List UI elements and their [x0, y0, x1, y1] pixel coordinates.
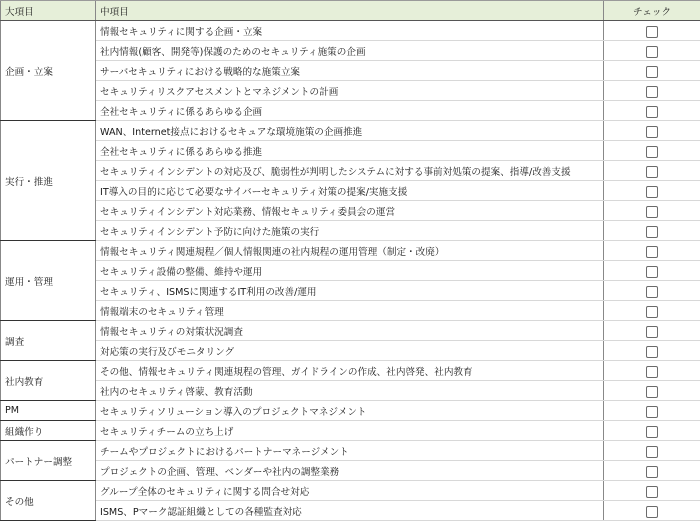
check-cell	[604, 281, 700, 301]
table-row	[1, 21, 700, 41]
category-cell: 企画・立案	[1, 21, 96, 121]
category-cell: 社内教育	[1, 361, 96, 401]
item-cell: セキュリティリスクアセスメントとマネジメントの計画	[96, 81, 604, 101]
table-row	[1, 81, 700, 101]
check-cell	[604, 141, 700, 161]
check-cell	[604, 41, 700, 61]
item-cell: 情報セキュリティに関する企画・立案	[96, 21, 604, 41]
checkbox[interactable]	[646, 226, 658, 238]
table-row	[1, 161, 700, 181]
table-row	[1, 261, 700, 281]
checkbox[interactable]	[646, 26, 658, 38]
table-row	[1, 421, 700, 441]
table-row	[1, 401, 700, 421]
item-cell: 情報セキュリティ関連規程／個人情報関連の社内規程の運用管理（制定・改廃）	[96, 241, 604, 261]
item-cell: 社内情報(顧客、開発等)保護のためのセキュリティ施策の企画	[96, 41, 604, 61]
table-row	[1, 61, 700, 81]
checkbox[interactable]	[646, 486, 658, 498]
table-row	[1, 221, 700, 241]
check-cell	[604, 101, 700, 121]
item-cell: セキュリティ、ISMSに関連するIT利用の改善/運用	[96, 281, 604, 301]
check-cell	[604, 61, 700, 81]
table-row	[1, 281, 700, 301]
check-cell	[604, 241, 700, 261]
item-cell: 全社セキュリティに係るあらゆる企画	[96, 101, 604, 121]
item-cell: 情報セキュリティの対策状況調査	[96, 321, 604, 341]
checkbox[interactable]	[646, 146, 658, 158]
checkbox[interactable]	[646, 46, 658, 58]
check-cell	[604, 221, 700, 241]
table-row	[1, 121, 700, 141]
table-row	[1, 341, 700, 361]
category-cell: パートナー調整	[1, 441, 96, 481]
item-cell: WAN、Internet接点におけるセキュアな環境施策の企画推進	[96, 121, 604, 141]
check-cell	[604, 201, 700, 221]
table-row	[1, 321, 700, 341]
item-cell: 情報端末のセキュリティ管理	[96, 301, 604, 321]
check-cell	[604, 481, 700, 501]
check-cell	[604, 301, 700, 321]
check-cell	[604, 321, 700, 341]
table-row	[1, 141, 700, 161]
checkbox[interactable]	[646, 346, 658, 358]
category-cell: 組織作り	[1, 421, 96, 441]
check-cell	[604, 441, 700, 461]
table-row	[1, 241, 700, 261]
category-cell: PM	[1, 401, 96, 421]
checkbox[interactable]	[646, 286, 658, 298]
checkbox[interactable]	[646, 406, 658, 418]
checkbox[interactable]	[646, 426, 658, 438]
table-row	[1, 441, 700, 461]
table-row	[1, 501, 700, 521]
item-cell: セキュリティインシデント対応業務、情報セキュリティ委員会の運営	[96, 201, 604, 221]
check-cell	[604, 161, 700, 181]
checkbox[interactable]	[646, 326, 658, 338]
item-cell: セキュリティインシデントの対応及び、脆弱性が判明したシステムに対する事前対処策の提案、指導/改善支援	[96, 161, 604, 181]
header-check: チェック	[604, 1, 700, 21]
check-cell	[604, 401, 700, 421]
checkbox[interactable]	[646, 266, 658, 278]
table-row	[1, 481, 700, 501]
item-cell: サーバセキュリティにおける戦略的な施策立案	[96, 61, 604, 81]
table-row	[1, 301, 700, 321]
check-cell	[604, 261, 700, 281]
checkbox[interactable]	[646, 366, 658, 378]
table-row	[1, 41, 700, 61]
check-cell	[604, 181, 700, 201]
checkbox[interactable]	[646, 66, 658, 78]
item-cell: セキュリティインシデント予防に向けた施策の実行	[96, 221, 604, 241]
checkbox[interactable]	[646, 466, 658, 478]
item-cell: セキュリティソリューション導入のプロジェクトマネジメント	[96, 401, 604, 421]
item-cell: グループ全体のセキュリティに関する問合せ対応	[96, 481, 604, 501]
header-item: 中項目	[96, 1, 604, 21]
checkbox[interactable]	[646, 86, 658, 98]
check-cell	[604, 461, 700, 481]
checkbox[interactable]	[646, 386, 658, 398]
table-row	[1, 361, 700, 381]
check-cell	[604, 81, 700, 101]
checkbox[interactable]	[646, 506, 658, 518]
table-row	[1, 181, 700, 201]
item-cell: セキュリティチームの立ち上げ	[96, 421, 604, 441]
check-cell	[604, 361, 700, 381]
check-cell	[604, 381, 700, 401]
item-cell: 全社セキュリティに係るあらゆる推進	[96, 141, 604, 161]
item-cell: プロジェクトの企画、管理、ベンダーや社内の調整業務	[96, 461, 604, 481]
checkbox[interactable]	[646, 206, 658, 218]
item-cell: セキュリティ設備の整備、維持や運用	[96, 261, 604, 281]
checkbox[interactable]	[646, 126, 658, 138]
check-cell	[604, 501, 700, 521]
item-cell: ISMS、Pマーク認証組織としての各種監査対応	[96, 501, 604, 521]
item-cell: 社内のセキュリティ啓蒙、教育活動	[96, 381, 604, 401]
check-cell	[604, 341, 700, 361]
category-cell: その他	[1, 481, 96, 521]
check-cell	[604, 21, 700, 41]
category-cell: 実行・推進	[1, 121, 96, 241]
checkbox[interactable]	[646, 246, 658, 258]
checkbox[interactable]	[646, 306, 658, 318]
category-cell: 運用・管理	[1, 241, 96, 321]
item-cell: IT導入の目的に応じて必要なサイバーセキュリティ対策の提案/実施支援	[96, 181, 604, 201]
check-cell	[604, 421, 700, 441]
checkbox[interactable]	[646, 186, 658, 198]
item-cell: その他、情報セキュリティ関連規程の管理、ガイドラインの作成、社内啓発、社内教育	[96, 361, 604, 381]
table-row	[1, 381, 700, 401]
checklist-body	[1, 21, 700, 521]
table-row	[1, 461, 700, 481]
header-row	[1, 1, 700, 21]
checkbox[interactable]	[646, 166, 658, 178]
check-cell	[604, 121, 700, 141]
table-row	[1, 101, 700, 121]
checkbox[interactable]	[646, 106, 658, 118]
table-row	[1, 201, 700, 221]
item-cell: 対応策の実行及びモニタリング	[96, 341, 604, 361]
header-category: 大項目	[1, 1, 96, 21]
category-cell: 調査	[1, 321, 96, 361]
item-cell: チームやプロジェクトにおけるパートナーマネージメント	[96, 441, 604, 461]
checkbox[interactable]	[646, 446, 658, 458]
